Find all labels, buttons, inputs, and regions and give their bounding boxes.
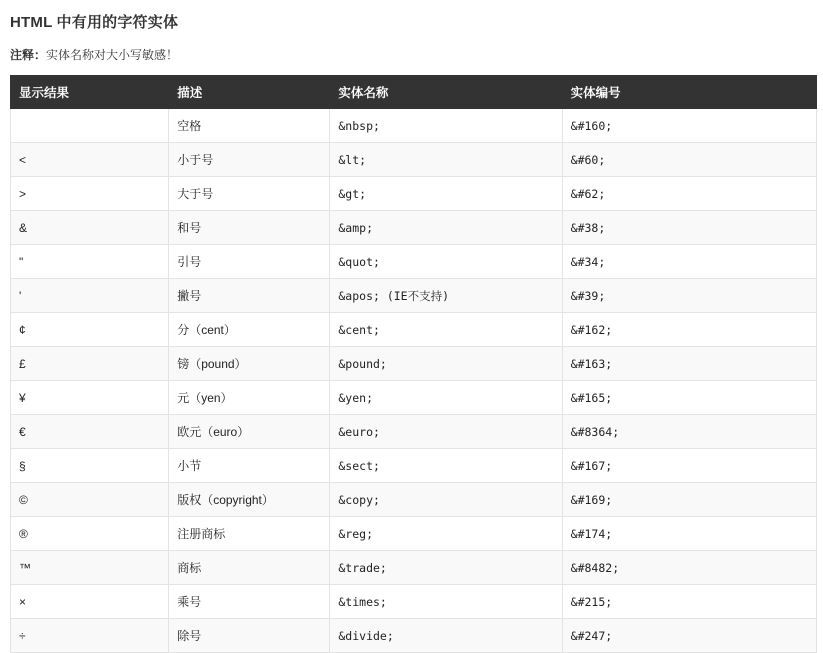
note-text: 实体名称对大小写敏感！ (46, 48, 179, 62)
cell-entity-name: &pound; (330, 347, 562, 381)
cell-result: & (11, 211, 169, 245)
cell-description: 撇号 (169, 279, 330, 313)
cell-entity-name: &reg; (330, 517, 562, 551)
cell-description: 欧元（euro） (169, 415, 330, 449)
table-row (11, 279, 817, 313)
cell-entity-number: &#39; (562, 279, 816, 313)
cell-result: ÷ (11, 619, 169, 653)
page-title: HTML 中有用的字符实体 (10, 14, 179, 31)
cell-entity-name: &sect; (330, 449, 562, 483)
cell-result: ® (11, 517, 169, 551)
cell-description: 版权（copyright） (169, 483, 330, 517)
cell-entity-name: &nbsp; (330, 109, 562, 143)
cell-entity-number: &#174; (562, 517, 816, 551)
cell-description: 空格 (169, 109, 330, 143)
cell-description: 乘号 (169, 585, 330, 619)
table-row (11, 313, 817, 347)
column-header-entity-number: 实体编号 (562, 76, 816, 109)
cell-entity-name: &gt; (330, 177, 562, 211)
cell-description: 小于号 (169, 143, 330, 177)
cell-description: 和号 (169, 211, 330, 245)
cell-entity-name: &cent; (330, 313, 562, 347)
cell-entity-number: &#167; (562, 449, 816, 483)
cell-description: 小节 (169, 449, 330, 483)
cell-result: € (11, 415, 169, 449)
table-row (11, 551, 817, 585)
cell-entity-number: &#215; (562, 585, 816, 619)
cell-result: ™ (11, 551, 169, 585)
table-row (11, 109, 817, 143)
table-row (11, 245, 817, 279)
table-row (11, 585, 817, 619)
table-row (11, 483, 817, 517)
table-body (11, 109, 817, 653)
cell-entity-number: &#60; (562, 143, 816, 177)
cell-entity-number: &#62; (562, 177, 816, 211)
cell-entity-number: &#8364; (562, 415, 816, 449)
cell-result: © (11, 483, 169, 517)
cell-entity-name: &copy; (330, 483, 562, 517)
cell-result: § (11, 449, 169, 483)
cell-description: 除号 (169, 619, 330, 653)
cell-description: 镑（pound） (169, 347, 330, 381)
table-row (11, 449, 817, 483)
cell-result: ¥ (11, 381, 169, 415)
cell-description: 注册商标 (169, 517, 330, 551)
cell-result: × (11, 585, 169, 619)
character-entities-table (10, 75, 817, 653)
cell-entity-number: &#34; (562, 245, 816, 279)
cell-description: 分（cent） (169, 313, 330, 347)
cell-entity-number: &#247; (562, 619, 816, 653)
column-header-description: 描述 (169, 76, 330, 109)
table-row (11, 211, 817, 245)
cell-entity-number: &#163; (562, 347, 816, 381)
cell-result (11, 109, 169, 143)
cell-entity-number: &#8482; (562, 551, 816, 585)
cell-entity-name: &euro; (330, 415, 562, 449)
table-row (11, 619, 817, 653)
table-row (11, 347, 817, 381)
cell-result: > (11, 177, 169, 211)
cell-result: ' (11, 279, 169, 313)
cell-entity-name: &amp; (330, 211, 562, 245)
cell-result: ¢ (11, 313, 169, 347)
cell-entity-name: &divide; (330, 619, 562, 653)
cell-entity-name: &quot; (330, 245, 562, 279)
cell-entity-number: &#160; (562, 109, 816, 143)
cell-description: 大于号 (169, 177, 330, 211)
column-header-entity-name: 实体名称 (330, 76, 562, 109)
table-row (11, 177, 817, 211)
cell-result: < (11, 143, 169, 177)
table-header-row (11, 76, 817, 109)
column-header-result: 显示结果 (11, 76, 169, 109)
table-row (11, 415, 817, 449)
table-row (11, 517, 817, 551)
cell-result: " (11, 245, 169, 279)
note (10, 46, 815, 63)
cell-entity-name: &yen; (330, 381, 562, 415)
cell-entity-name: &times; (330, 585, 562, 619)
cell-description: 商标 (169, 551, 330, 585)
cell-entity-number: &#38; (562, 211, 816, 245)
cell-entity-number: &#162; (562, 313, 816, 347)
cell-entity-name: &trade; (330, 551, 562, 585)
cell-entity-number: &#165; (562, 381, 816, 415)
cell-entity-name: &lt; (330, 143, 562, 177)
table-row (11, 381, 817, 415)
cell-entity-name: &apos; (IE不支持) (330, 279, 562, 313)
cell-description: 元（yen） (169, 381, 330, 415)
table-row (11, 143, 817, 177)
note-label: 注释： (10, 48, 47, 62)
cell-description: 引号 (169, 245, 330, 279)
table-header (11, 76, 817, 109)
cell-entity-number: &#169; (562, 483, 816, 517)
cell-result: £ (11, 347, 169, 381)
